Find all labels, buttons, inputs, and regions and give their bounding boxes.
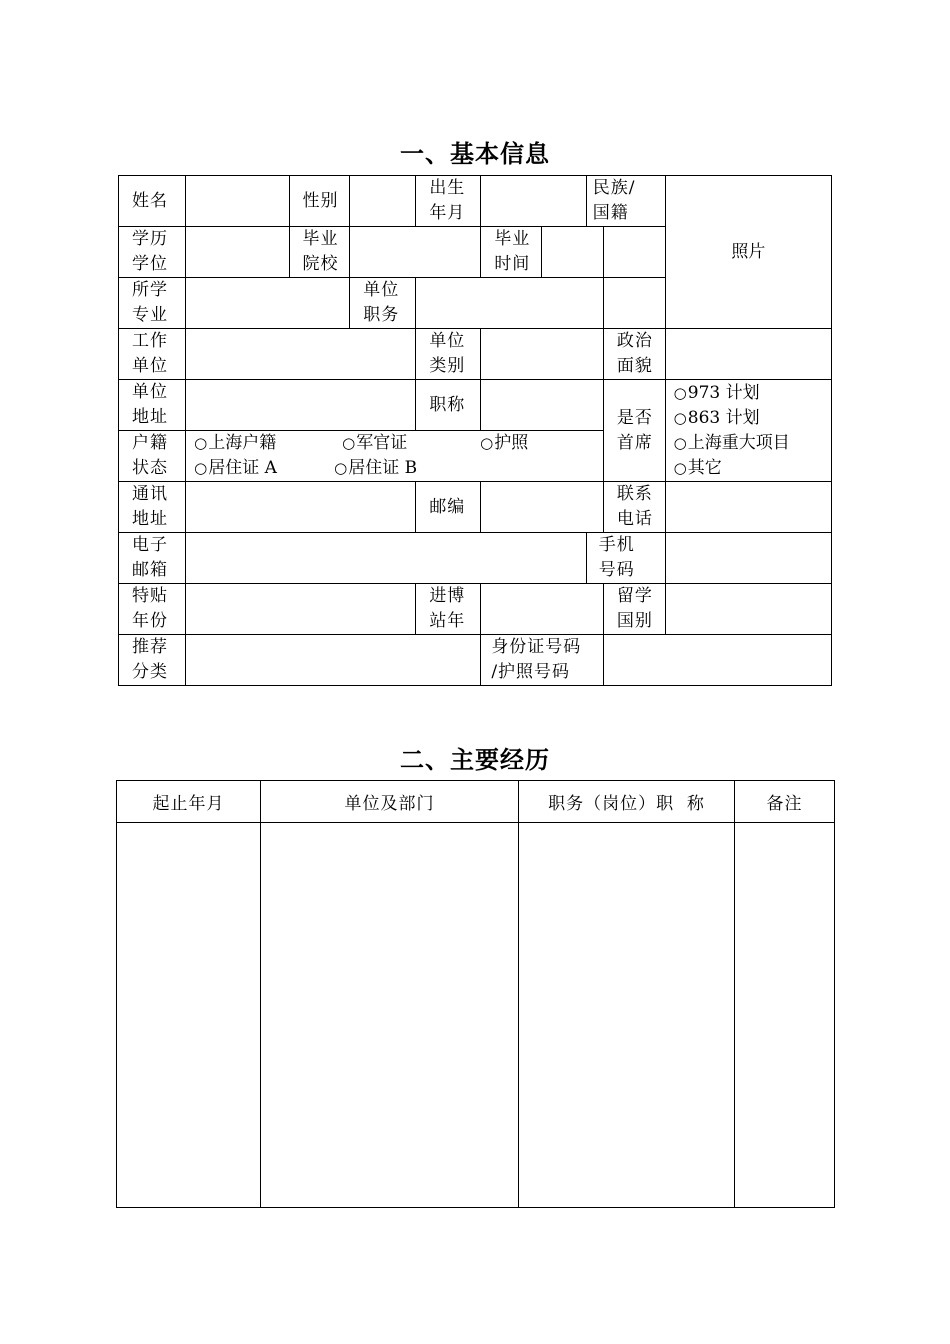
photo-area[interactable]	[665, 176, 831, 329]
label-contact-phone: 联系 电话	[603, 482, 665, 533]
postdoc-year-field[interactable]	[481, 584, 604, 635]
label-work-unit: 工作 单位	[119, 329, 186, 380]
label-name: 姓名	[119, 176, 186, 227]
label-position: 单位 职务	[350, 278, 416, 329]
label-grad-time: 毕业 时间	[481, 227, 542, 278]
allowance-year-field[interactable]	[186, 584, 416, 635]
hukou-option-shanghai[interactable]	[194, 431, 342, 456]
chief-option-shanghai-major[interactable]	[674, 431, 831, 456]
position-field[interactable]	[416, 278, 604, 329]
label-mail-address: 通讯 地址	[119, 482, 186, 533]
school-field[interactable]	[350, 227, 481, 278]
option-label: 上海户籍	[208, 433, 277, 453]
header-period: 起止年月	[117, 781, 261, 823]
label-political: 政治 面貌	[603, 329, 665, 380]
chief-option-973[interactable]	[674, 381, 831, 406]
option-label: 护照	[494, 433, 529, 453]
label-unit-type: 单位 类别	[416, 329, 481, 380]
label-postcode: 邮编	[416, 482, 481, 533]
option-label: 其它	[687, 458, 722, 478]
radio-icon: ○	[194, 434, 208, 452]
label-study-country: 留学 国别	[603, 584, 665, 635]
label-major: 所学 专业	[119, 278, 186, 329]
label-ethnicity: 民族/ 国籍	[586, 176, 665, 227]
option-label: 军官证	[356, 433, 408, 453]
label-email: 电子 邮箱	[119, 533, 186, 584]
label-chief: 是否 首席	[603, 380, 665, 482]
basic-info-table	[118, 175, 832, 686]
id-number-field[interactable]	[603, 635, 831, 686]
radio-icon: ○	[480, 434, 494, 452]
label-mobile: 手机 号码	[586, 533, 665, 584]
section-title-basic-info: 一、基本信息	[400, 140, 550, 168]
label-hukou: 户籍 状态	[119, 431, 186, 482]
radio-icon: ○	[334, 459, 348, 477]
birth-field[interactable]	[481, 176, 586, 227]
label-postdoc-year: 进博 站年	[416, 584, 481, 635]
unit-type-field[interactable]	[481, 329, 604, 380]
label-id-number: 身份证号码 /护照号码	[481, 635, 604, 686]
label-degree: 学历 学位	[119, 227, 186, 278]
option-label: 居住证 A	[208, 458, 277, 478]
hukou-option-residence-b[interactable]	[334, 456, 417, 481]
chief-options	[665, 380, 831, 482]
mail-address-field[interactable]	[186, 482, 416, 533]
label-gender: 性别	[289, 176, 350, 227]
chief-option-other[interactable]	[674, 456, 831, 481]
period-cell[interactable]	[117, 823, 261, 1208]
remarks-cell[interactable]	[735, 823, 835, 1208]
mobile-field[interactable]	[665, 533, 831, 584]
hukou-option-passport[interactable]	[480, 431, 528, 456]
degree-field[interactable]	[186, 227, 289, 278]
name-field[interactable]	[186, 176, 289, 227]
hukou-option-residence-a[interactable]	[194, 456, 334, 481]
label-birth: 出生 年月	[416, 176, 481, 227]
contact-phone-field[interactable]	[665, 482, 831, 533]
header-remarks: 备注	[735, 781, 835, 823]
email-field[interactable]	[186, 533, 587, 584]
extra-field-1[interactable]	[603, 227, 665, 278]
work-unit-field[interactable]	[186, 329, 416, 380]
label-category: 推荐 分类	[119, 635, 186, 686]
label-school: 毕业 院校	[289, 227, 350, 278]
option-label: 上海重大项目	[687, 433, 790, 453]
hukou-options	[186, 431, 604, 482]
title-rank-field[interactable]	[481, 380, 604, 431]
radio-icon: ○	[673, 459, 687, 477]
gender-field[interactable]	[350, 176, 416, 227]
grad-time-field[interactable]	[542, 227, 604, 278]
unit-department-cell[interactable]	[261, 823, 519, 1208]
photo-label: 照片	[731, 241, 766, 262]
postcode-field[interactable]	[481, 482, 604, 533]
unit-address-field[interactable]	[186, 380, 416, 431]
extra-field-2[interactable]	[603, 278, 665, 329]
radio-icon: ○	[673, 384, 687, 402]
option-label: 863 计划	[687, 408, 760, 428]
experience-table	[116, 780, 835, 1208]
header-unit-department: 单位及部门	[261, 781, 519, 823]
radio-icon: ○	[194, 459, 208, 477]
label-title-rank: 职称	[416, 380, 481, 431]
section-title-experience: 二、主要经历	[400, 746, 550, 774]
header-position-title: 职务（岗位）职 称	[519, 781, 735, 823]
radio-icon: ○	[673, 409, 687, 427]
radio-icon: ○	[673, 434, 687, 452]
chief-option-863[interactable]	[674, 406, 831, 431]
major-field[interactable]	[186, 278, 350, 329]
position-title-cell[interactable]	[519, 823, 735, 1208]
label-unit-address: 单位 地址	[119, 380, 186, 431]
political-field[interactable]	[665, 329, 831, 380]
option-label: 973 计划	[687, 383, 760, 403]
study-country-field[interactable]	[665, 584, 831, 635]
category-field[interactable]	[186, 635, 481, 686]
radio-icon: ○	[342, 434, 356, 452]
hukou-option-officer-card[interactable]	[342, 431, 480, 456]
label-allowance-year: 特贴 年份	[119, 584, 186, 635]
option-label: 居住证 B	[348, 458, 418, 478]
